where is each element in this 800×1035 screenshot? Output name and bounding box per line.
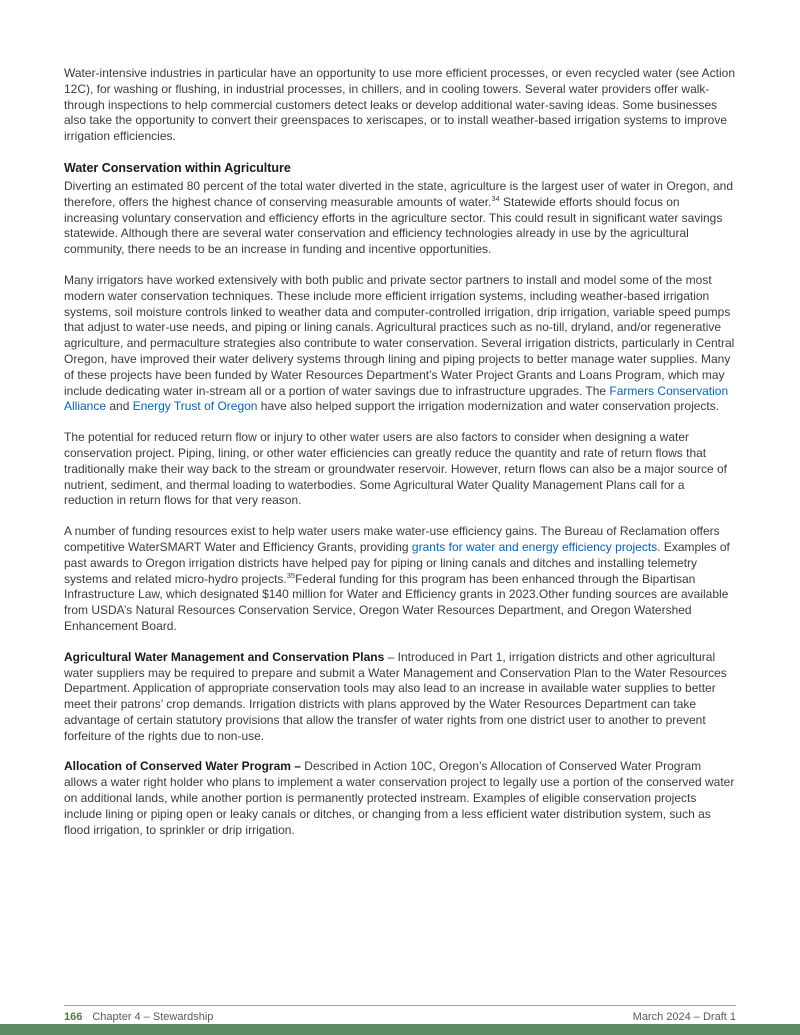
paragraph (64, 66, 736, 145)
footer-accent-bar (0, 1024, 800, 1035)
inline-link[interactable]: Energy Trust of Oregon (132, 399, 258, 414)
footer-row (64, 1011, 736, 1023)
document-body (64, 66, 736, 853)
section-heading: Water Conservation within Agriculture (64, 160, 291, 175)
text-run: have also helped support the irrigation modernization and water conservation projects. (257, 399, 720, 414)
paragraph (64, 524, 736, 635)
text-run: . Examples of past awards to Oregon irrigation districts have helped pay for piping or lining canals and ditches and installing telemetry systems and related micro-hydro projects. (64, 539, 730, 586)
text-run: The potential for reduced return flow or injury to other water users are also factors to consider when designing a water conservation project. Piping, lining, or other water efficiencies can greatly reduce the quantity and rate of return flows that traditionally make their way back to the stream or groundwater reservoir. However, return flows can also be a major source of nutrient, sediment, and thermal loading to waterbodies. Some Agricultural Water Quality Management Plans call for a reduction in return flows for that very reason. (64, 430, 727, 508)
page-number: 166 (64, 1011, 83, 1023)
text-run: – Introduced in Part 1, irrigation districts and other agricultural water suppliers may be required to prepare and submit a Water Management and Conservation Plan to the Water Resources Department. Application of appropriate conservation tools may also lead to an increase in available water supplies to better meet their patrons’ crop demands. Irrigation districts with plans approved by the Water Resources Department can take advantage of certain statutory provisions that allow the transfer of water rights from one district user to another to prevent forfeiture of the rights due to non-use. (64, 649, 727, 743)
inline-link[interactable]: grants for water and energy efficiency projects (411, 539, 658, 554)
paragraph (64, 759, 736, 838)
text-run: and (106, 399, 133, 414)
text-run: Described in Action 10C, Oregon’s Allocation of Conserved Water Program allows a water right holder who plans to implement a water conservation project to legally use a portion of the conserved water on additional lands, while another portion is permanently protected instream. Examples of eligible conservation projects include lining or piping open or leaky canals or ditches, or changing from a less efficient water distribution system, such as flood irrigation, to sprinkler or drip irrigation. (64, 759, 735, 837)
footnote-reference: 35 (286, 570, 296, 580)
footer-rule (64, 1005, 736, 1006)
footer-left (64, 1011, 213, 1023)
text-run: Federal funding for this program has been enhanced through the Bipartisan Infrastructure Law, which designated $140 million for Water and Efficiency grants in 2023.Other funding sources are available from USDA’s Natural Resources Conservation Service, Oregon Water Resources Department, and Oregon Watershed Enhancement Board. (64, 571, 729, 633)
paragraph (64, 273, 736, 415)
footer-date: March 2024 – Draft 1 (632, 1011, 736, 1023)
text-run: Water-intensive industries in particular have an opportunity to use more efficient processes, or even recycled water (see Action 12C), for washing or flushing, in industrial processes, in chillers, and in cooling towers. Several water providers offer walk-through inspections to help commercial customers detect leaks or develop additional water-saving ideas. Some businesses also take the opportunity to convert their greenspaces to xeriscapes, or to install weather-based irrigation systems to improve irrigation efficiencies. (64, 66, 735, 144)
inline-link[interactable]: Farmers Conservation Alliance (64, 383, 729, 414)
paragraph (64, 650, 736, 745)
footnote-reference: 34 (491, 193, 500, 203)
paragraph (64, 179, 736, 258)
bold-lead-in: Agricultural Water Management and Conservation Plans (64, 649, 385, 664)
footer-chapter: Chapter 4 – Stewardship (92, 1011, 214, 1023)
paragraph (64, 430, 736, 509)
footer (64, 1005, 736, 1023)
bold-lead-in: Allocation of Conserved Water Program – (64, 759, 301, 774)
text-run: A number of funding resources exist to help water users make water-use efficiency gains. The Bureau of Reclamation offers competitive WaterSMART Water and Efficiency Grants, providing (64, 524, 720, 554)
text-run: Diverting an estimated 80 percent of the total water diverted in the state, agriculture is the largest user of water in Oregon, and therefore, offers the highest chance of conserving measurable amounts of water. (64, 178, 734, 209)
text-run: Many irrigators have worked extensively with both public and private sector partners to install and model some of the most modern water conservation techniques. These include more efficient irrigation systems, including weather-based irrigation systems, soil moisture controls linked to weather data and computer-controlled irrigation, drip irrigation, variable speed pumps that adjust to water-use needs, and piping or lining canals. Agricultural practices such as no-till, dryland, and/or regenerative agriculture, and permaculture strategies also contribute to water conservation. Several irrigation districts, particularly in Central Oregon, have improved their water delivery systems through lining and piping projects to better manage water supplies. Many of these projects have been funded by Water Resources Department’s Water Project Grants and Loans Program, which may include dedicating water in-stream all or a portion of water savings due to infrastructure upgrades. The (64, 272, 735, 398)
text-run: Statewide efforts should focus on increasing voluntary conservation and efficiency efforts in the agriculture sector. This could result in significant water savings statewide. Although there are several water conservation and efficiency technologies already in use by the agricultural community, there needs to be an increase in funding and incentive opportunities. (64, 194, 723, 257)
